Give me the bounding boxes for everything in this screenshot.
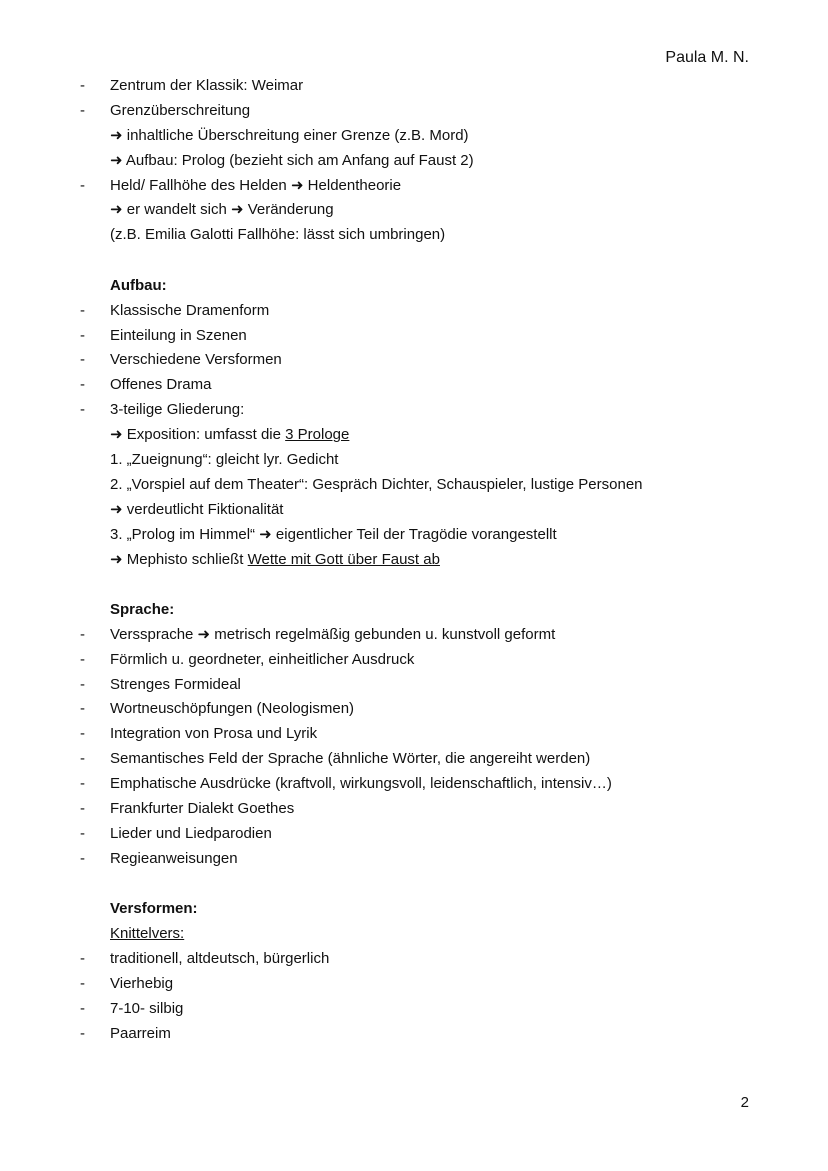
list-item: - Emphatische Ausdrücke (kraftvoll, wirkungsvoll, leidenschaftlich, intensiv…) — [80, 775, 612, 793]
list-item: - Förmlich u. geordneter, einheitlicher Ausdruck — [80, 650, 415, 668]
list-item: - Regieanweisungen — [80, 849, 238, 867]
sub-line: ➜ verdeutlicht Fiktionalität — [110, 500, 284, 518]
list-item: - Paarreim — [80, 1024, 171, 1042]
list-item: - 3-teilige Gliederung: — [80, 401, 245, 419]
list-item: - Vierhebig — [80, 974, 174, 992]
section-heading-aufbau: Aufbau: — [110, 276, 167, 294]
section-heading-versformen: Versformen: — [110, 900, 198, 918]
list-item: - Grenzüberschreitung — [80, 101, 251, 119]
sub-line: ➜ Aufbau: Prolog (bezieht sich am Anfang auf Faust 2) — [110, 151, 474, 169]
list-item: - Integration von Prosa und Lyrik — [80, 725, 318, 743]
list-item: - Frankfurter Dialekt Goethes — [80, 800, 295, 818]
sub-line: 3. „Prolog im Himmel“ ➜ eigentlicher Teil der Tragödie vorangestellt — [110, 525, 557, 543]
sub-line: ➜ er wandelt sich ➜ Veränderung — [110, 201, 334, 219]
list-item: - traditionell, altdeutsch, bürgerlich — [80, 950, 330, 967]
list-item: - Strenges Formideal — [80, 675, 241, 693]
list-item: - 7-10- silbig — [80, 999, 184, 1017]
list-item: - Verssprache ➜ metrisch regelmäßig gebunden u. kunstvoll geformt — [80, 625, 556, 643]
list-item: - Held/ Fallhöhe des Helden ➜ Heldentheorie — [80, 176, 402, 194]
list-item: - Offenes Drama — [80, 376, 212, 394]
section-heading-sprache: Sprache: — [110, 600, 175, 618]
list-item: - Semantisches Feld der Sprache (ähnliche Wörter, die angereiht werden) — [80, 750, 591, 768]
list-item: - Lieder und Liedparodien — [80, 824, 272, 842]
underlined-text: Wette mit Gott über Faust ab — [247, 550, 440, 568]
sub-line: 1. „Zueignung“: gleicht lyr. Gedicht — [110, 450, 339, 468]
list-item: - Wortneuschöpfungen (Neologismen) — [80, 700, 355, 718]
document-body — [0, 74, 828, 1047]
page-number: 2 — [740, 1094, 749, 1111]
list-item: - Klassische Dramenform — [80, 301, 270, 319]
sub-line: ➜ inhaltliche Überschreitung einer Grenze (z.B. Mord) — [110, 126, 469, 144]
underlined-text: 3 Prologe — [285, 426, 350, 444]
list-item: - Einteilung in Szenen — [80, 326, 247, 344]
list-item: - Zentrum der Klassik: Weimar — [80, 77, 304, 94]
author-name: Paula M. N. — [665, 49, 749, 66]
sub-line: ➜ Exposition: umfasst die 3 Prologe — [110, 426, 350, 444]
sub-line: 2. „Vorspiel auf dem Theater“: Gespräch Dichter, Schauspieler, lustige Personen — [110, 475, 643, 493]
subheading-knittelvers: Knittelvers: — [110, 925, 185, 943]
list-item: - Verschiedene Versformen — [80, 351, 282, 369]
sub-line: (z.B. Emilia Galotti Fallhöhe: lässt sich umbringen) — [110, 226, 446, 244]
sub-line: ➜ Mephisto schließt Wette mit Gott über Faust ab — [110, 550, 440, 568]
